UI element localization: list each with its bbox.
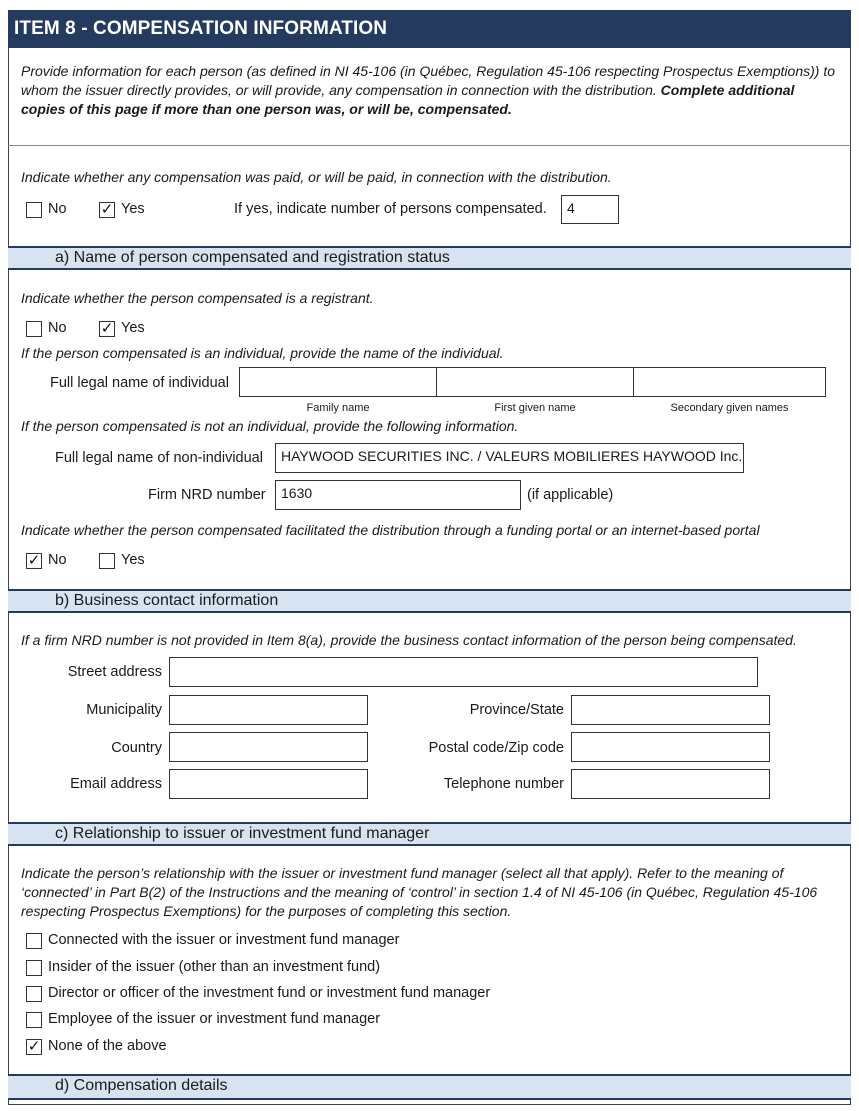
relationship-instruction: Indicate the person’s relationship with the issuer or investment fund manager (select all that apply). Refer to the meaning of ‘connected’ in Part B(2) of the Instructions and the meaning of ‘control’ in section 1.4 of NI 45-106 (in Québec, Regulation 45-106 respecting Prospectus Exemptions) for the purposes of completing this section. bbox=[21, 865, 818, 919]
family-name-input[interactable] bbox=[239, 367, 437, 397]
insider-label: Insider of the issuer (other than an investment fund) bbox=[48, 959, 381, 975]
email-address-input[interactable] bbox=[169, 769, 368, 799]
portal-yes-checkbox[interactable] bbox=[99, 553, 115, 569]
persons-count-input[interactable]: 4 bbox=[561, 195, 619, 224]
postal-code-label: Postal code/Zip code bbox=[428, 740, 564, 756]
street-address-input[interactable] bbox=[169, 657, 758, 687]
director-officer-checkbox[interactable] bbox=[26, 986, 42, 1002]
telephone-number-input[interactable] bbox=[571, 769, 770, 799]
section-b-header: b) Business contact information bbox=[8, 589, 851, 613]
municipality-label: Municipality bbox=[86, 702, 162, 718]
section-a-header: a) Name of person compensated and registration status bbox=[8, 246, 851, 270]
secondary-given-names-caption: Secondary given names bbox=[670, 402, 789, 414]
non-individual-name-label: Full legal name of non-individual bbox=[55, 450, 263, 466]
street-address-label: Street address bbox=[67, 664, 162, 680]
individual-instruction: If the person compensated is an individual, provide the name of the individual. bbox=[21, 345, 504, 361]
portal-yes-label: Yes bbox=[121, 552, 145, 568]
country-label: Country bbox=[111, 740, 162, 756]
section-d-header: d) Compensation details bbox=[8, 1074, 851, 1100]
registrant-no-label: No bbox=[48, 320, 67, 336]
none-of-the-above-label: None of the above bbox=[48, 1038, 167, 1054]
director-officer-label: Director or officer of the investment fund or investment fund manager bbox=[48, 985, 491, 1001]
country-input[interactable] bbox=[169, 732, 368, 762]
firm-nrd-note: (if applicable) bbox=[527, 487, 614, 503]
insider-checkbox[interactable] bbox=[26, 960, 42, 976]
employee-checkbox[interactable] bbox=[26, 1012, 42, 1028]
non-individual-instruction: If the person compensated is not an individual, provide the following information. bbox=[21, 418, 519, 434]
employee-label: Employee of the issuer or investment fund manager bbox=[48, 1011, 381, 1027]
email-address-label: Email address bbox=[70, 776, 162, 792]
secondary-given-names-input[interactable] bbox=[633, 367, 826, 397]
paid-no-checkbox[interactable] bbox=[26, 202, 42, 218]
intro-instruction: Provide information for each person (as defined in NI 45-106 (in Québec, Regulation 45-106 respecting Prospectus Exemptions)) to whom the issuer directly provides, or will provide, any compensation in connection with the distribution. bbox=[21, 63, 836, 98]
firm-nrd-label: Firm NRD number bbox=[148, 487, 266, 503]
portal-no-label: No bbox=[48, 552, 67, 568]
paid-no-label: No bbox=[48, 201, 67, 217]
intro-bold-note: Complete additional copies of this page if more than one person was, or will be, compensated. bbox=[21, 82, 795, 117]
firm-nrd-input[interactable]: 1630 bbox=[275, 480, 521, 510]
telephone-number-label: Telephone number bbox=[443, 776, 564, 792]
registrant-yes-checkbox[interactable]: ✓ bbox=[100, 320, 114, 337]
family-name-caption: Family name bbox=[306, 402, 370, 414]
paid-question: Indicate whether any compensation was paid, or will be paid, in connection with the distribution. bbox=[21, 169, 612, 185]
province-state-label: Province/State bbox=[469, 702, 564, 718]
none-of-the-above-checkbox[interactable]: ✓ bbox=[27, 1038, 41, 1055]
registrant-question: Indicate whether the person compensated is a registrant. bbox=[21, 290, 374, 306]
municipality-input[interactable] bbox=[169, 695, 368, 725]
postal-code-input[interactable] bbox=[571, 732, 770, 762]
portal-question: Indicate whether the person compensated facilitated the distribution through a funding portal or an internet-based portal bbox=[21, 522, 760, 538]
bottom-rule bbox=[8, 1104, 851, 1105]
portal-no-checkbox[interactable]: ✓ bbox=[27, 552, 41, 569]
page-title: ITEM 8 - COMPENSATION INFORMATION bbox=[8, 10, 851, 48]
paid-yes-label: Yes bbox=[121, 201, 145, 217]
registrant-no-checkbox[interactable] bbox=[26, 321, 42, 337]
registrant-yes-label: Yes bbox=[121, 320, 145, 336]
province-state-input[interactable] bbox=[571, 695, 770, 725]
intro-text bbox=[21, 62, 836, 119]
section-c-header: c) Relationship to issuer or investment fund manager bbox=[8, 822, 851, 846]
non-individual-name-input[interactable]: HAYWOOD SECURITIES INC. / VALEURS MOBILIERES HAYWOOD Inc. bbox=[275, 443, 744, 473]
individual-name-label: Full legal name of individual bbox=[50, 375, 229, 391]
divider bbox=[8, 145, 851, 146]
first-given-name-caption: First given name bbox=[494, 402, 576, 414]
business-contact-instruction: If a firm NRD number is not provided in Item 8(a), provide the business contact information of the person being compensated. bbox=[21, 632, 797, 648]
paid-yes-checkbox[interactable]: ✓ bbox=[100, 201, 114, 218]
first-given-name-input[interactable] bbox=[436, 367, 634, 397]
persons-count-label: If yes, indicate number of persons compensated. bbox=[234, 201, 547, 217]
connected-checkbox[interactable] bbox=[26, 933, 42, 949]
connected-label: Connected with the issuer or investment fund manager bbox=[48, 932, 400, 948]
